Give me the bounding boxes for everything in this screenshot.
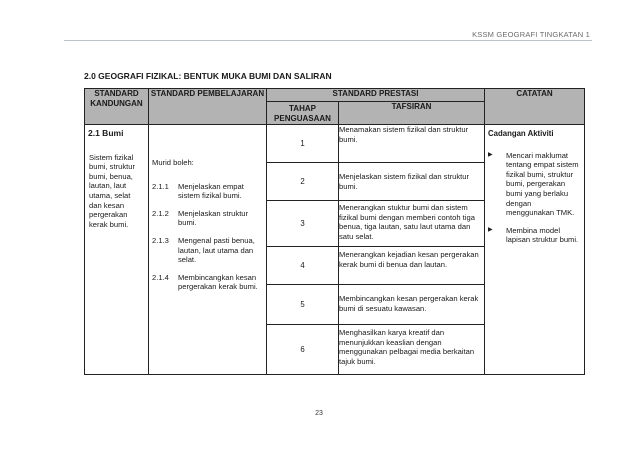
tahap-cell: 6 bbox=[267, 325, 339, 375]
tahap-cell: 3 bbox=[267, 201, 339, 247]
header-standard-kandungan: STANDARD KANDUNGAN bbox=[85, 89, 149, 125]
pembelajaran-item-text: Membincangkan kesan pergerakan kerak bumi. bbox=[178, 272, 258, 292]
catatan-item bbox=[485, 226, 584, 245]
tahap-cell: 4 bbox=[267, 247, 339, 285]
tafsiran-cell: Menerangkan kejadian kesan pergerakan kerak bumi di benua dan lautan. bbox=[339, 247, 485, 285]
standard-pembelajaran-cell bbox=[149, 125, 267, 375]
section-title: 2.0 GEOGRAFI FIZIKAL: BENTUK MUKA BUMI DAN SALIRAN bbox=[84, 71, 332, 81]
header-tafsiran: TAFSIRAN bbox=[339, 102, 485, 125]
tafsiran-cell: Menamakan sistem fizikal dan struktur bumi. bbox=[339, 125, 485, 163]
standard-kandungan-title: 2.1 Bumi bbox=[88, 128, 124, 138]
triangle-bullet-icon: ▶ bbox=[488, 151, 493, 158]
standards-table bbox=[84, 88, 585, 375]
pembelajaran-item-text: Menjelaskan struktur bumi. bbox=[178, 208, 249, 228]
pembelajaran-intro: Murid boleh: bbox=[152, 158, 194, 167]
triangle-bullet-icon: ▶ bbox=[488, 226, 493, 233]
pembelajaran-item bbox=[152, 236, 263, 265]
catatan-cell bbox=[485, 125, 585, 375]
pembelajaran-item bbox=[152, 273, 263, 292]
pembelajaran-item-text: Menjelaskan empat sistem fizikal bumi. bbox=[178, 181, 244, 201]
pembelajaran-item-number: 2.1.3 bbox=[152, 235, 169, 245]
pembelajaran-item-text: Mengenal pasti benua, lautan, laut utama dan selat. bbox=[178, 235, 255, 265]
header-catatan: CATATAN bbox=[485, 89, 585, 125]
standard-kandungan-cell bbox=[85, 125, 149, 375]
pembelajaran-item-number: 2.1.2 bbox=[152, 208, 169, 218]
tafsiran-cell: Menerangkan stuktur bumi dan sistem fizikal bumi dengan memberi contoh tiga benua, tiga lautan, satu laut utama dan satu selat. bbox=[339, 201, 485, 247]
tahap-cell: 1 bbox=[267, 125, 339, 163]
tahap-cell: 2 bbox=[267, 163, 339, 201]
catatan-item bbox=[485, 151, 584, 218]
tahap-cell: 5 bbox=[267, 285, 339, 325]
header-tahap-penguasaan: TAHAP PENGUASAAN bbox=[267, 102, 339, 125]
standard-kandungan-body: Sistem fizikal bumi, struktur bumi, benua, lautan, laut utama, selat dan kesan pergerakan kerak bumi. bbox=[89, 152, 135, 229]
tafsiran-cell: Menghasilkan karya kreatif dan menunjukkan keaslian dengan menggunakan pelbagai media berkaitan tajuk bumi. bbox=[339, 325, 485, 375]
pembelajaran-item-number: 2.1.4 bbox=[152, 272, 169, 282]
pembelajaran-item bbox=[152, 209, 263, 228]
catatan-item-text: Mencari maklumat tentang empat sistem fizikal bumi, struktur bumi, pergerakan bumi yang berlaku dengan menggunakan TMK. bbox=[506, 150, 579, 218]
header-standard-prestasi: STANDARD PRESTASI bbox=[267, 89, 485, 102]
catatan-title: Cadangan Aktiviti bbox=[488, 129, 554, 138]
header-standard-pembelajaran: STANDARD PEMBELAJARAN bbox=[149, 89, 267, 125]
running-header: KSSM GEOGRAFI TINGKATAN 1 bbox=[472, 30, 590, 39]
pembelajaran-item-number: 2.1.1 bbox=[152, 181, 169, 191]
pembelajaran-item bbox=[152, 182, 263, 201]
header-rule bbox=[64, 40, 592, 41]
tafsiran-cell: Menjelaskan sistem fizikal dan struktur bumi. bbox=[339, 163, 485, 201]
tafsiran-cell: Membincangkan kesan pergerakan kerak bumi di sesuatu kawasan. bbox=[339, 285, 485, 325]
page-number: 23 bbox=[315, 410, 323, 417]
catatan-item-text: Membina model lapisan struktur bumi. bbox=[506, 225, 579, 245]
